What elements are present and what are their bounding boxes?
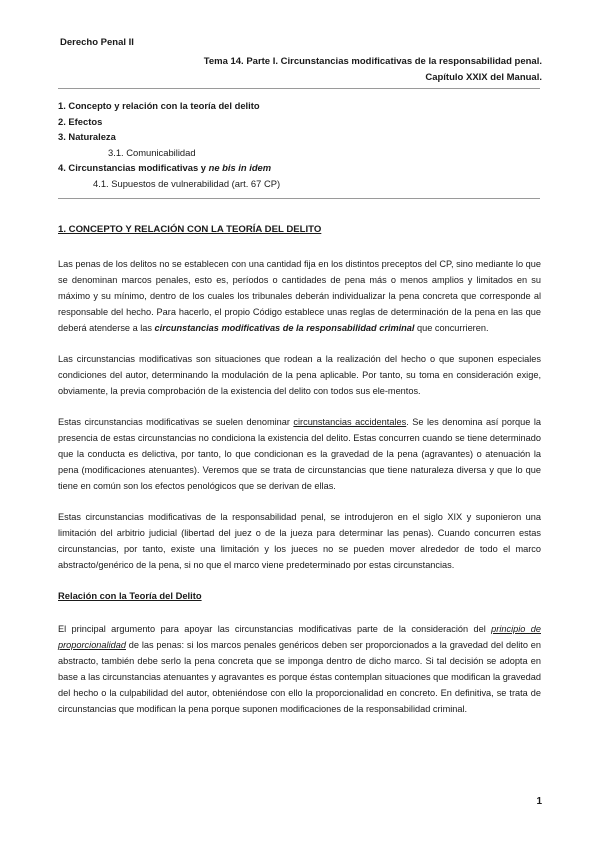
section-1-title: 1. CONCEPTO Y RELACIÓN CON LA TEORÍA DEL DELITO	[58, 224, 322, 235]
s1p1-text-b: que concurrieren.	[414, 323, 489, 333]
sub-p1-text-b: de las penas: si los marcos penales genéricos deben ser proporcionados a la gravedad del delito en abstracto, también debe serlo la pena concreta que se imponga dentro de dicho marco. Si tal decisión se adopta en base a las circunstancias atenuantes y agravantes es porque éstas contemplan situaciones que modifican la gravedad del hecho o la culpabilidad del autor, obteniéndose con ello la proporcionalidad en concreto. En definitiva, se trata de circunstancias que modifican la pena porque suponen modificaciones de la responsabilidad criminal.	[58, 640, 541, 714]
s1p1-emphasis: circunstancias modificativas de la responsabilidad criminal	[154, 323, 415, 333]
section-1-paragraph-1	[58, 256, 541, 336]
topic-line-2: Capítulo XXIX del Manual.	[425, 72, 542, 83]
toc-item-1: 1. Concepto y relación con la teoría del delito	[58, 100, 260, 111]
topic-line-1: Tema 14. Parte I. Circunstancias modificativas de la responsabilidad penal.	[203, 56, 542, 67]
toc-item-3: 3. Naturaleza	[58, 131, 116, 143]
s1p3-text-b: . Se les denomina así porque la presencia de estas circunstancias no condiciona la existencia del delito. Estas concurren cuando se tiene determinado que la conducta es delictiva, por tanto, lo que condicionan es la gravedad de la pena (agravantes) o atenuación la pena (modificaciones atenuantes). Veremos que se trata de circunstancias que tiene naturaleza diversa y que lo que tiene en común son los efectos penológicos que se derivan de ellas.	[58, 417, 542, 491]
toc-item-4	[58, 160, 540, 176]
header-divider	[58, 88, 540, 89]
sub-p1-underlined-term: principio de proporcionalidad	[58, 624, 541, 650]
subsection-title: Relación con la Teoría del Delito	[58, 590, 202, 601]
section-1-paragraph-4: Estas circunstancias modificativas de la responsabilidad penal, se introdujeron en el siglo XIX y suponieron una limitación del arbitrio judicial (libertad del juez o de la jueza para determinar las penas). Cuando concurren estas circunstancias, por tanto, existe una limitación y los jueces no se pueden mover alrededor de todo el marco abstracto/genérico de la pena, si no que el marco viene predeterminado por estas circunstancias.	[58, 512, 541, 570]
toc-item-4-prefix: 4. Circunstancias modificativas y	[58, 162, 209, 174]
s1p1-text-a: Las penas de los delitos no se establecen con una cantidad fija en los distintos preceptos del CP, sino mediante lo que se denominan marcos penales, esto es, períodos o cantidades de pena más o menos amplios y limitados en su máximo y su mínimo, dentro de los cuales los tribunales deberán individualizar la pena concreta que corresponde al responsable del hecho. Para hacerlo, el propio Código establece unas reglas de determinación de la pena en las que deberá atenderse a las	[58, 259, 541, 333]
main-content	[58, 222, 541, 732]
toc-divider	[58, 198, 540, 199]
topic-header	[204, 54, 542, 86]
s1p3-text-a: Estas circunstancias modificativas se suelen denominar	[58, 417, 294, 427]
page-number: 1	[536, 796, 542, 807]
toc-item-2: 2. Efectos	[58, 115, 103, 127]
s1p3-underlined-term: circunstancias accidentales	[293, 417, 407, 427]
sub-p1-text-a: El principal argumento para apoyar las circunstancias modificativas parte de la consideración del	[58, 624, 492, 634]
toc-item-4-italic: ne bis in idem	[208, 162, 272, 174]
toc-item-3-1: 3.1. Comunicabilidad	[108, 146, 196, 158]
table-of-contents	[58, 98, 540, 192]
section-1-paragraph-3	[58, 414, 541, 494]
section-1-paragraph-2: Las circunstancias modificativas son situaciones que rodean a la realización del hecho o que suponen especiales condiciones del autor, determinando la modulación de la pena aplicable. Por tanto, su toma en consideración exige, obviamente, la previa comprobación de la existencia del delito con todos sus ele-mentos.	[58, 354, 541, 396]
course-title: Derecho Penal II	[60, 37, 134, 48]
toc-item-4-1: 4.1. Supuestos de vulnerabilidad (art. 67 CP)	[93, 177, 281, 189]
subsection-paragraph-1	[58, 621, 541, 717]
